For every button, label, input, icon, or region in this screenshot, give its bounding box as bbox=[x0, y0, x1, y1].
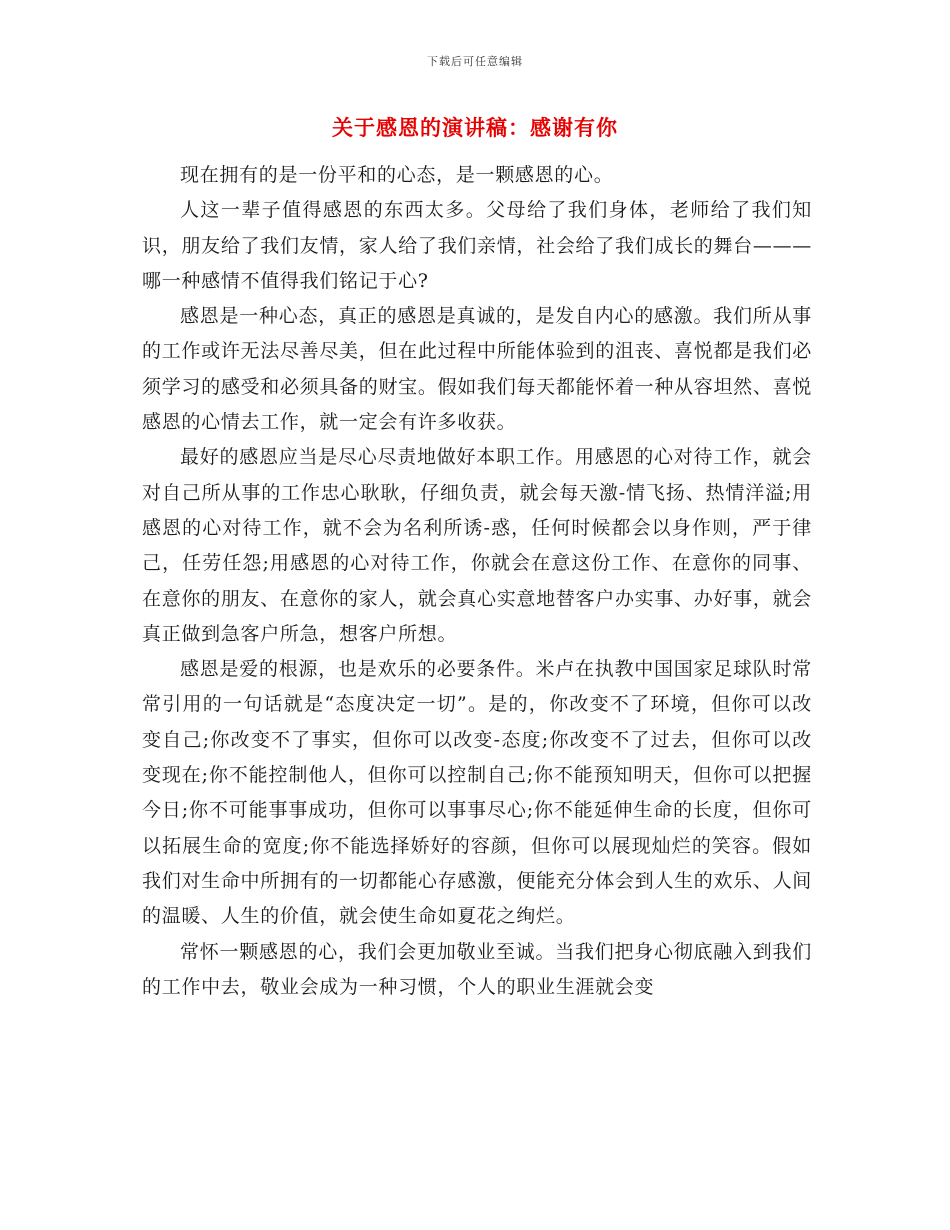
paragraph: 感恩是一种心态，真正的感恩是真诚的，是发自内心的感激。我们所从事的工作或许无法尽善尽美，但在此过程中所能体验到的沮丧、喜悦都是我们必须学习的感受和必须具备的财宝。假如我们每天都能怀着一种从容坦然、喜悦感恩的心情去工作，就一定会有许多收获。 bbox=[142, 305, 812, 434]
paragraph: 人这一辈子值得感恩的东西太多。父母给了我们身体，老师给了我们知识，朋友给了我们友情，家人给了我们亲情，社会给了我们成长的舞台———哪一种感情不值得我们铭记于心? bbox=[142, 199, 812, 292]
paragraph: 感恩是爱的根源，也是欢乐的必要条件。米卢在执教中国国家足球队时常常引用的一句话就是“态度决定一切”。是的，你改变不了环境，但你可以改变自己;你改变不了事实，但你可以改变-态度;你改变不了过去，但你可以改变现在;你不能控制他人，但你可以控制自己;你不能预知明天，但你可以把握今日;你不可能事事成功，但你可以事事尽心;你不能延伸生命的长度，但你可以拓展生命的宽度;你不能选择娇好的容颜，但你可以展现灿烂的笑容。假如我们对生命中所拥有的一切都能心存感激，便能充分体会到人生的欢乐、人间的温暖、人生的价值，就会使生命如夏花之绚烂。 bbox=[142, 658, 812, 928]
paragraph: 现在拥有的是一份平和的心态，是一颗感恩的心。 bbox=[180, 164, 614, 186]
paragraph: 最好的感恩应当是尽心尽责地做好本职工作。用感恩的心对待工作，就会对自己所从事的工作忠心耿耿，仔细负责，就会每天激-情飞扬、热情洋溢;用感恩的心对待工作，就不会为名利所诱-惑，任何时候都会以身作则，严于律己，任劳任怨;用感恩的心对待工作，你就会在意这份工作、在意你的同事、在意你的朋友、在意你的家人，就会真心实意地替客户办实事、办好事，就会真正做到急客户所急，想客户所想。 bbox=[142, 446, 812, 645]
document-body bbox=[142, 158, 812, 1005]
document-title: 关于感恩的演讲稿：感谢有你 bbox=[332, 116, 618, 140]
page-header-note: 下载后可任意编辑 bbox=[427, 55, 523, 68]
paragraph: 常怀一颗感恩的心，我们会更加敬业至诚。当我们把身心彻底融入到我们的工作中去，敬业会成为一种习惯，个人的职业生涯就会变 bbox=[142, 940, 812, 998]
